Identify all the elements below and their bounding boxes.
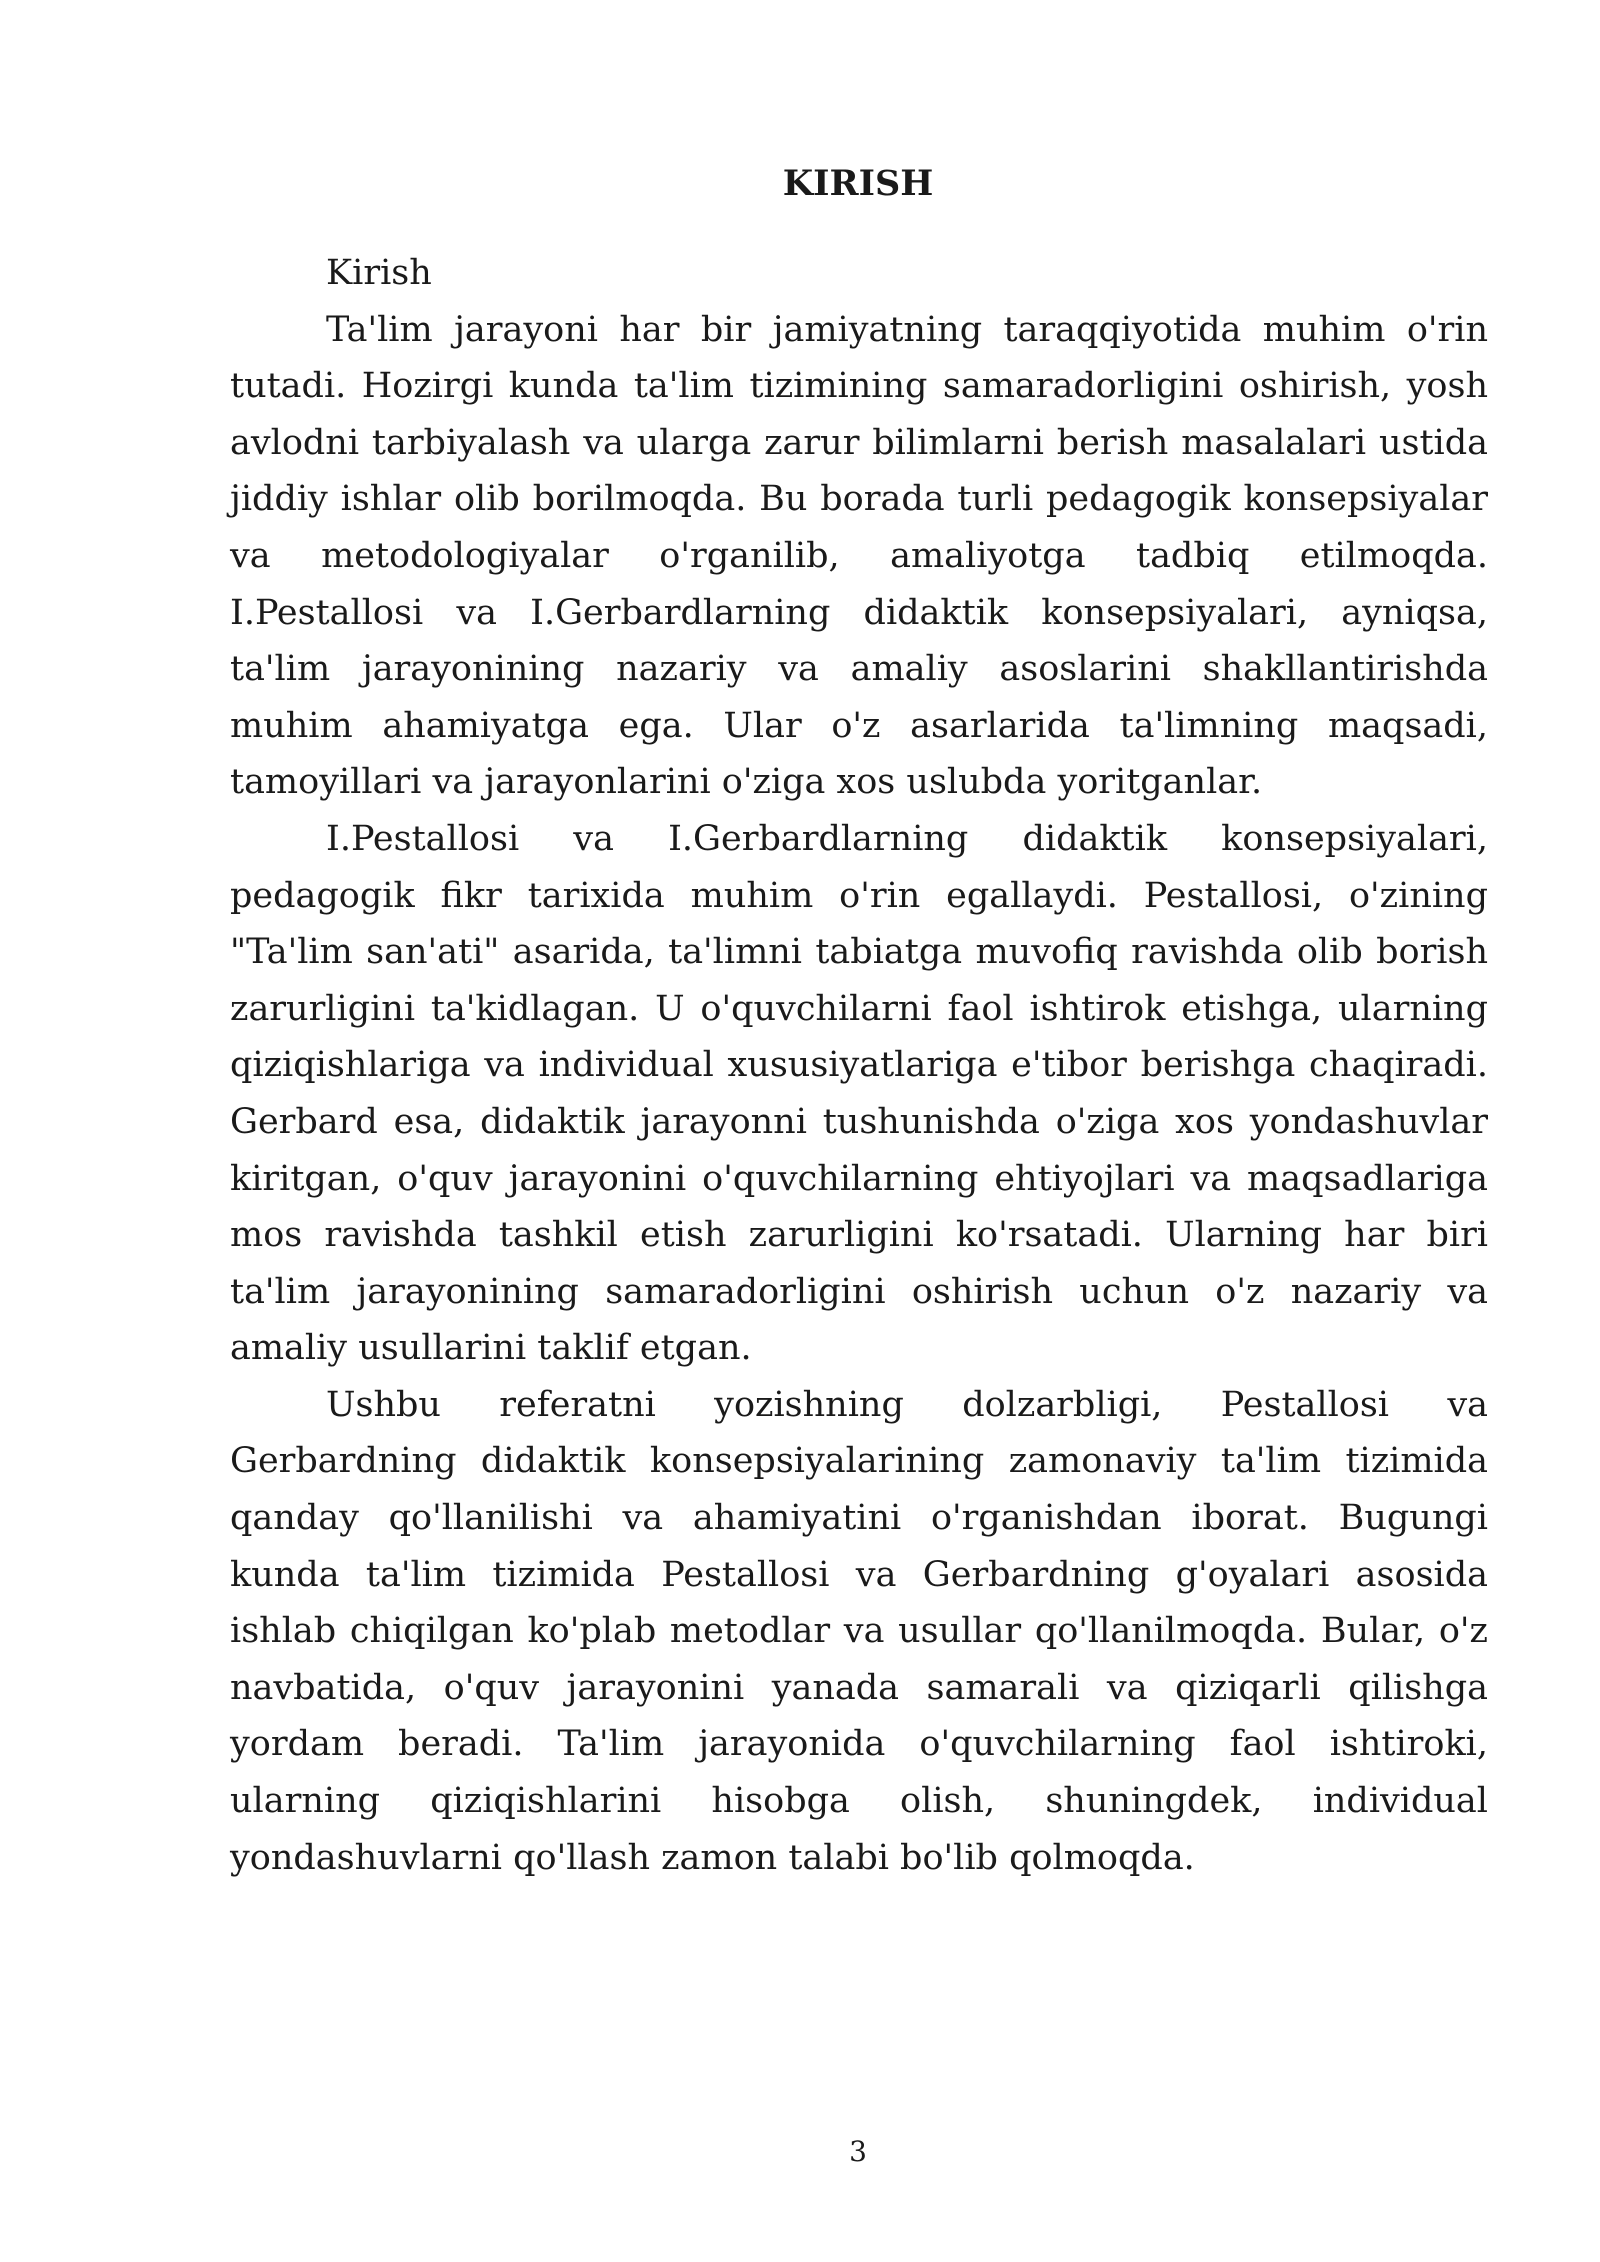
paragraph-1: Ta'lim jarayoni har bir jamiyatning taraqqiyotida muhim o'rin tutadi. Hozirgi kunda ta'lim tizimining samaradorligini oshirish, yosh avlodni tarbiyalash va ularga zarur bilimlarni berish masalalari ustida jiddiy ishlar olib borilmoqda. Bu borada turli pedagogik konsepsiyalar va metodologiyalar o'rganilib, amaliyotga tadbiq etilmoqda. I.Pestallosi va I.Gerbardlarning didaktik konsepsiyalari, ayniqsa, ta'lim jarayonining nazariy va amaliy asoslarini shakllantirishda muhim ahamiyatga ega. Ular o'z asarlarida ta'limning maqsadi, tamoyillari va jarayonlarini o'ziga xos uslubda yoritganlar. [230,309,1488,803]
paragraph-2: I.Pestallosi va I.Gerbardlarning didaktik konsepsiyalari, pedagogik fikr tarixida muhim o'rin egallaydi. Pestallosi, o'zining "Ta'lim san'ati" asarida, ta'limni tabiatga muvofiq ravishda olib borish zarurligini ta'kidlagan. U o'quvchilarni faol ishtirok etishga, ularning qiziqishlariga va individual xususiyatlariga e'tibor berishga chaqiradi. Gerbard esa, didaktik jarayonni tushunishda o'ziga xos yondashuvlar kiritgan, o'quv jarayonini o'quvchilarning ehtiyojlari va maqsadlariga mos ravishda tashkil etish zarurligini ko'rsatadi. Ularning har biri ta'lim jarayonining samaradorligini oshirish uchun o'z nazariy va amaliy usullarini taklif etgan. [230,818,1488,1369]
page-number: 3 [849,2135,867,2168]
subheading: Kirish [326,253,432,293]
page-title: KIRISH [782,163,934,204]
paragraph-3: Ushbu referatni yozishning dolzarbligi, Pestallosi va Gerbardning didaktik konsepsiyalarining zamonaviy ta'lim tizimida qanday qo'llanilishi va ahamiyatini o'rganishdan iborat. Bugungi kunda ta'lim tizimida Pestallosi va Gerbardning g'oyalari asosida ishlab chiqilgan ko'plab metodlar va usullar qo'llanilmoqda. Bular, o'z navbatida, o'quv jarayonini yanada samarali va qiziqarli qilishga yordam beradi. Ta'lim jarayonida o'quvchilarning faol ishtiroki, ularning qiziqishlarini hisobga olish, shuningdek, individual yondashuvlarni qo'llash zamon talabi bo'lib qolmoqda. [230,1384,1488,1878]
body-text [230,245,1488,1886]
